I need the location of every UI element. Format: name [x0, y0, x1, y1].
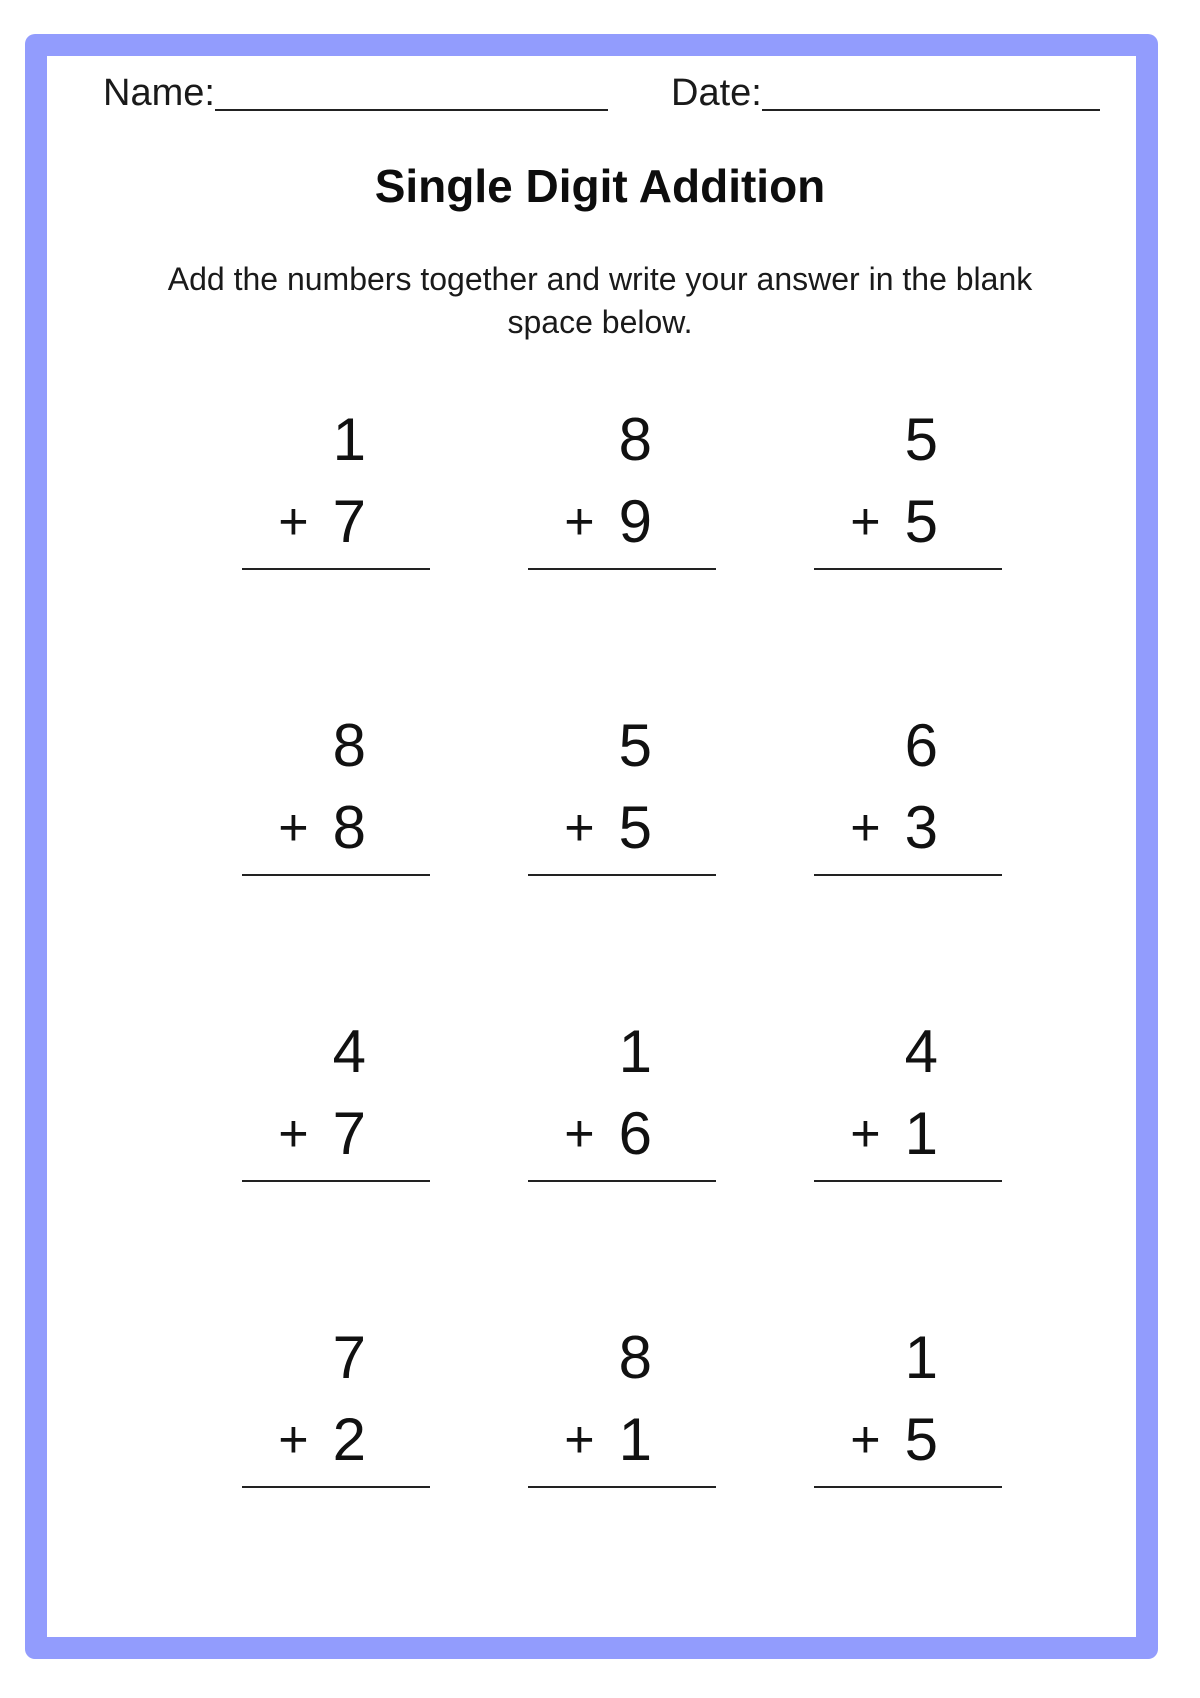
answer-line[interactable]	[528, 1180, 716, 1182]
answer-line[interactable]	[242, 568, 430, 570]
instructions-text: Add the numbers together and write your answer in the blank space below.	[167, 261, 1033, 340]
addition-problem	[242, 400, 430, 588]
bottom-number: 7	[332, 1100, 366, 1167]
bottom-row	[564, 482, 652, 562]
bottom-number: 8	[332, 794, 366, 861]
bottom-number: 5	[618, 794, 652, 861]
addition-problem	[528, 706, 716, 894]
bottom-row	[278, 1094, 366, 1174]
top-number: 8	[332, 712, 366, 779]
bottom-number: 3	[904, 794, 938, 861]
bottom-number: 1	[904, 1100, 938, 1167]
answer-line[interactable]	[242, 1180, 430, 1182]
addition-problem	[814, 400, 1002, 588]
answer-line[interactable]	[814, 1180, 1002, 1182]
addition-problem	[528, 400, 716, 588]
addition-problem	[814, 1318, 1002, 1506]
plus-sign: +	[850, 493, 881, 551]
top-number: 1	[904, 1324, 938, 1391]
answer-line[interactable]	[814, 1486, 1002, 1488]
answer-line[interactable]	[242, 1486, 430, 1488]
top-number: 7	[332, 1324, 366, 1391]
bottom-row	[564, 1094, 652, 1174]
top-number: 5	[618, 712, 652, 779]
date-field[interactable]	[671, 71, 1100, 115]
top-number: 8	[618, 1324, 652, 1391]
plus-sign: +	[850, 799, 881, 857]
bottom-row	[564, 788, 652, 868]
plus-sign: +	[564, 799, 595, 857]
top-number: 1	[618, 1018, 652, 1085]
bottom-number: 9	[618, 488, 652, 555]
top-number: 4	[332, 1018, 366, 1085]
bottom-number: 1	[618, 1406, 652, 1473]
plus-sign: +	[564, 1411, 595, 1469]
addition-problem	[814, 706, 1002, 894]
top-number: 5	[904, 406, 938, 473]
top-number: 6	[904, 712, 938, 779]
answer-line[interactable]	[814, 568, 1002, 570]
addition-problem	[242, 1012, 430, 1200]
plus-sign: +	[564, 1105, 595, 1163]
name-field[interactable]	[103, 71, 608, 115]
bottom-row	[564, 1400, 652, 1480]
plus-sign: +	[278, 1105, 309, 1163]
top-number: 8	[618, 406, 652, 473]
bottom-number: 5	[904, 488, 938, 555]
answer-line[interactable]	[528, 568, 716, 570]
plus-sign: +	[850, 1105, 881, 1163]
addition-problem	[242, 1318, 430, 1506]
bottom-row	[278, 1400, 366, 1480]
date-blank-line[interactable]	[762, 109, 1100, 111]
answer-line[interactable]	[528, 874, 716, 876]
bottom-row	[850, 788, 938, 868]
date-label: Date:	[671, 72, 762, 114]
bottom-row	[278, 482, 366, 562]
addition-problem	[528, 1012, 716, 1200]
bottom-row	[850, 482, 938, 562]
name-label: Name:	[103, 72, 215, 114]
page-title: Single Digit Addition	[374, 160, 826, 212]
plus-sign: +	[850, 1411, 881, 1469]
bottom-number: 2	[332, 1406, 366, 1473]
top-number: 1	[332, 406, 366, 473]
plus-sign: +	[564, 493, 595, 551]
bottom-number: 5	[904, 1406, 938, 1473]
name-blank-line[interactable]	[215, 109, 608, 111]
answer-line[interactable]	[242, 874, 430, 876]
header-fields	[103, 71, 1103, 121]
plus-sign: +	[278, 1411, 309, 1469]
problem-grid	[242, 400, 1002, 1506]
bottom-row	[278, 788, 366, 868]
bottom-row	[850, 1400, 938, 1480]
answer-line[interactable]	[814, 874, 1002, 876]
bottom-number: 6	[618, 1100, 652, 1167]
bottom-number: 7	[332, 488, 366, 555]
addition-problem	[242, 706, 430, 894]
top-number: 4	[904, 1018, 938, 1085]
addition-problem	[814, 1012, 1002, 1200]
addition-problem	[528, 1318, 716, 1506]
plus-sign: +	[278, 493, 309, 551]
answer-line[interactable]	[528, 1486, 716, 1488]
bottom-row	[850, 1094, 938, 1174]
plus-sign: +	[278, 799, 309, 857]
